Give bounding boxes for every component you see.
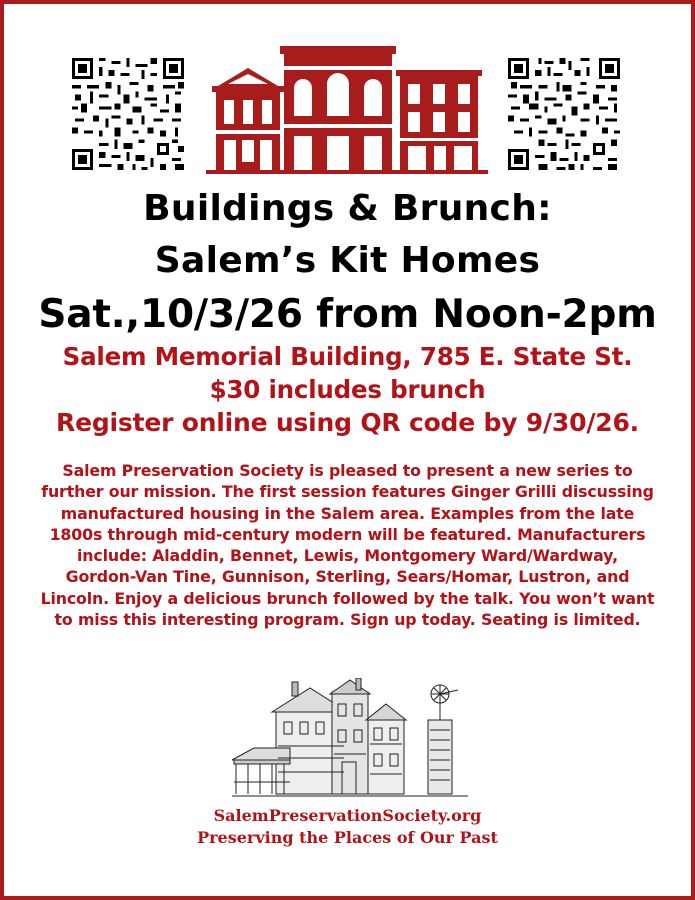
event-price: $30 includes brunch xyxy=(209,375,486,404)
tagline: Preserving the Places of Our Past xyxy=(197,828,498,847)
mansion-sketch-icon xyxy=(232,678,470,800)
qr-code-icon[interactable] xyxy=(72,58,184,170)
event-date-time: Sat.,10/3/26 from Noon-2pm xyxy=(38,292,657,337)
website-link[interactable]: SalemPreservationSociety.org xyxy=(213,806,482,825)
event-location: Salem Memorial Building, 785 E. State St. xyxy=(62,342,633,371)
qr-code-icon[interactable] xyxy=(508,58,620,170)
event-title-line-1: Buildings & Brunch: xyxy=(143,188,552,229)
historic-buildings-icon xyxy=(206,44,488,176)
event-title-line-2: Salem’s Kit Homes xyxy=(154,240,541,281)
registration-info: Register online using QR code by 9/30/26. xyxy=(56,408,639,437)
event-description: Salem Preservation Society is pleased to present a new series to further our mission. The first session features Ginger Grilli discussing manufactured housing in the Salem area. Examples from the late 1800s through mid-century modern will be featured. Manufacturers include: Aladdin, Bennet, Lewis, Montgomery Ward/Wardway, Gordon-Van Tine, Gunnison, Sterling, Sears/Homar, Lustron, and Lincoln. Enjoy a delicious brunch followed by the talk. You won’t want to miss this interesting program. Sign up today. Seating is limited. xyxy=(40,461,655,630)
